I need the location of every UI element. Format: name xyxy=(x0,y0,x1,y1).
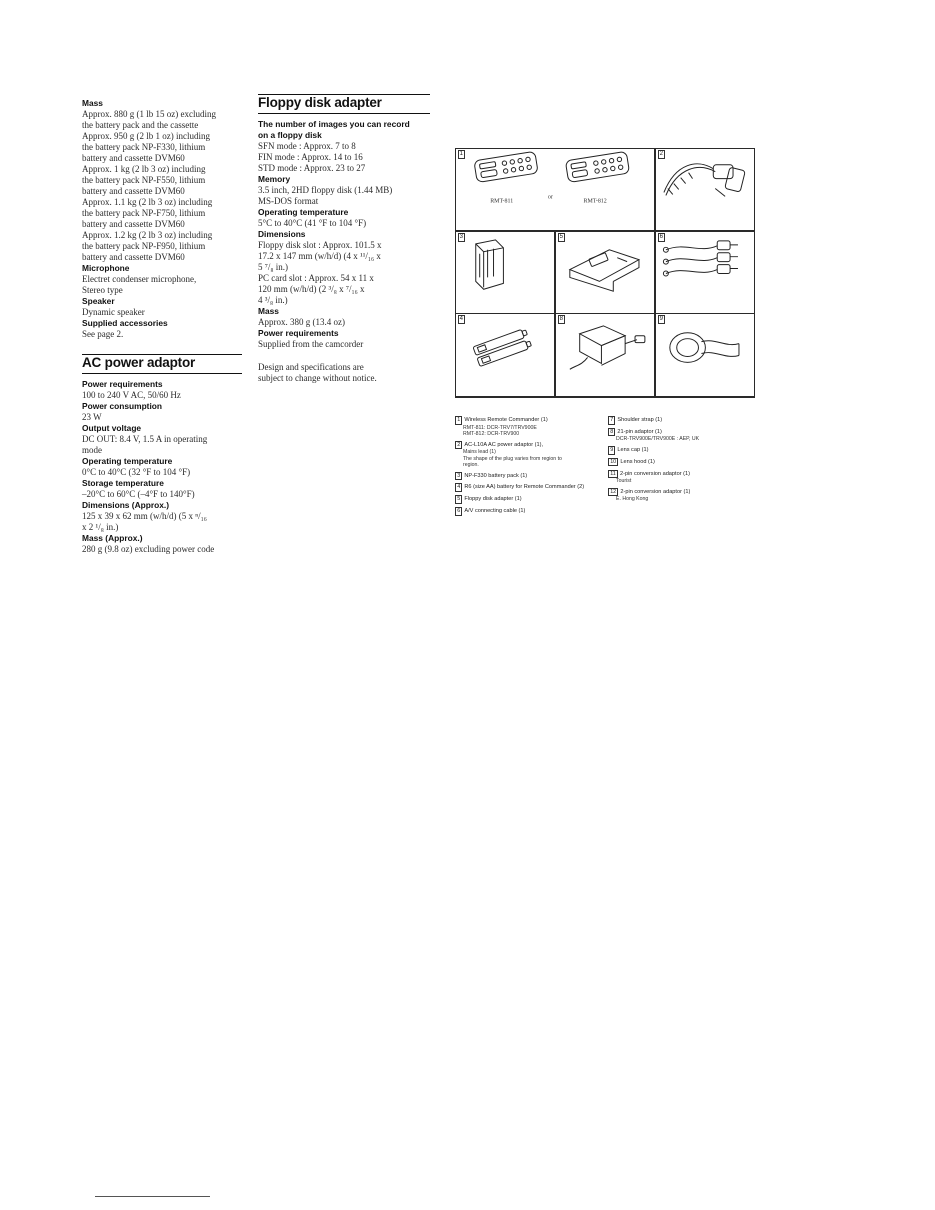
spec-line: the battery pack and the cassette xyxy=(82,120,199,130)
spec-line: SFN mode : Approx. 7 to 8 xyxy=(258,140,356,151)
legend-subtext: Mains lead (1) xyxy=(463,449,496,456)
spec-block-microphone xyxy=(82,263,242,296)
spec-heading: Memory xyxy=(258,173,291,184)
spec-block-mass xyxy=(82,98,242,263)
spec-line: 120 mm (w/h/d) (2 ³/₈ x ⁷/₁₆ x xyxy=(258,283,365,294)
figure-cell-number: 5 xyxy=(559,233,563,240)
spec-line: Approx. 880 g (1 lb 15 oz) excluding xyxy=(82,109,216,119)
section-title: Floppy disk adapter xyxy=(258,95,382,110)
legend-item xyxy=(455,495,598,504)
spec-block-supplied-accessories xyxy=(82,318,242,340)
spec-line: battery and cassette DVM60 xyxy=(82,186,185,196)
footer-rule xyxy=(95,1196,210,1197)
figure-caption-rmt811: RMT-811 xyxy=(489,198,513,205)
legend-text: Shoulder strap (1) xyxy=(617,417,663,423)
legend-number: 12 xyxy=(608,488,618,497)
av-connecting-cable-icon xyxy=(656,232,755,297)
legend-item xyxy=(455,472,598,481)
spec-line: 100 to 240 V AC, 50/60 Hz xyxy=(82,389,181,400)
spec-block-operating-temperature xyxy=(82,456,242,478)
spec-line: 23 W xyxy=(82,411,102,422)
spec-block-power-consumption xyxy=(82,401,242,423)
legend-subtext: RMT-811: DCR-TRV7/TRV900E xyxy=(463,424,537,431)
spec-heading: Storage temperature xyxy=(82,477,164,488)
spec-line: battery and cassette DVM60 xyxy=(82,153,185,163)
ac-power-adaptor-icon xyxy=(556,314,655,379)
spec-line: 125 x 39 x 62 mm (w/h/d) (5 x ⁿ/₁₆ xyxy=(82,510,207,521)
legend-subtext: region. xyxy=(463,462,479,468)
legend-text: 2-pin conversion adaptor (1) xyxy=(620,488,691,495)
spec-line: Electret condenser microphone, xyxy=(82,274,197,284)
spec-line: Approx. 1.1 kg (2 lb 3 oz) including xyxy=(82,197,213,207)
plug-adaptor-b-icon xyxy=(656,397,755,398)
spec-line: 5 ⁷/₈ in.) xyxy=(258,261,289,272)
figure-cell-lens-cap xyxy=(655,313,756,397)
spec-block-output-voltage xyxy=(82,423,242,456)
spec-line: MS-DOS format xyxy=(258,195,319,206)
figure-cell-number: 6 xyxy=(659,233,663,240)
legend-subtext: DCR-TRV900E/TRV900E : AEP, UK xyxy=(616,436,700,443)
battery-pack-icon xyxy=(456,232,555,297)
legend-number: 11 xyxy=(608,470,618,479)
aa-batteries-icon xyxy=(456,314,555,379)
spec-line: FIN mode : Approx. 14 to 16 xyxy=(258,151,363,162)
legend-item xyxy=(608,458,751,467)
design-notice xyxy=(258,362,430,384)
legend-number: 4 xyxy=(455,483,462,492)
spec-line: mode xyxy=(82,444,102,455)
spec-line: 280 g (9.8 oz) excluding power code xyxy=(82,543,215,554)
spec-line: x 2 ¹/₈ in.) xyxy=(82,521,119,532)
figure-cell-battery-pack xyxy=(455,231,556,315)
spec-line: –20°C to 60°C (–4°F to 140°F) xyxy=(82,488,195,499)
accessories-legend xyxy=(455,416,755,519)
section-header-ac-power-adaptor xyxy=(82,354,242,374)
spec-line: Approx. 380 g (13.4 oz) xyxy=(258,316,345,327)
figure-cell-number: 3 xyxy=(459,233,463,240)
legend-subtext: The shape of the plug varies from region to xyxy=(463,455,562,462)
legend-text: Wireless Remote Commander (1) xyxy=(464,417,548,423)
legend-text: A/V connecting cable (1) xyxy=(464,507,526,514)
figure-cell-shoulder-strap xyxy=(655,148,756,232)
spec-line: Approx. 950 g (2 lb 1 oz) including xyxy=(82,131,210,141)
spec-line: battery and cassette DVM60 xyxy=(82,252,185,262)
figure-cell-number: 1 xyxy=(459,150,463,157)
legend-text: 2-pin conversion adaptor (1) xyxy=(619,470,690,477)
legend-number: 7 xyxy=(608,416,615,425)
legend-item xyxy=(608,446,751,455)
spec-block-fda-operating-temperature xyxy=(258,207,430,229)
notice-line: subject to change without notice. xyxy=(258,372,377,383)
legend-text: Lens cap (1) xyxy=(617,446,649,453)
section-title: AC power adaptor xyxy=(82,355,196,370)
spec-line: 0°C to 40°C (32 °F to 104 °F) xyxy=(82,466,191,477)
legend-text: Lens hood (1) xyxy=(620,458,655,465)
figure-cell-plug-adaptor-a xyxy=(555,396,656,398)
legend-subtext: E. Hong Kong xyxy=(616,496,649,503)
figure-caption-or: or xyxy=(547,194,553,201)
figure-cell-number: 8 xyxy=(559,316,563,323)
legend-text: NP-F330 battery pack (1) xyxy=(464,472,528,479)
figure-cell-number: 2 xyxy=(659,150,663,157)
figure-cell-plug-adaptor-b xyxy=(655,396,756,398)
legend-text: AC-L10A AC power adaptor (1), xyxy=(464,441,544,448)
spec-line: battery and cassette DVM60 xyxy=(82,219,185,229)
spec-block-images-per-disk xyxy=(258,119,430,174)
spec-line: Approx. 1 kg (2 lb 3 oz) including xyxy=(82,164,206,174)
legend-item xyxy=(608,470,751,485)
spec-line: the battery pack NP-F750, lithium xyxy=(82,208,206,218)
spec-line: See page 2. xyxy=(82,329,124,339)
remote-commanders-icon xyxy=(456,149,655,215)
spec-block-mass-approx xyxy=(82,533,242,555)
legend-item xyxy=(608,428,751,443)
legend-number: 9 xyxy=(608,446,615,455)
spec-block-power-requirements xyxy=(82,379,242,401)
figure-caption-rmt812: RMT-812 xyxy=(583,198,607,205)
spec-line: 5°C to 40°C (41 °F to 104 °F) xyxy=(258,217,367,228)
spec-block-fda-dimensions xyxy=(258,229,430,306)
right-text-column xyxy=(258,94,430,384)
spec-heading: Dimensions (Approx.) xyxy=(82,499,170,510)
spec-heading: Dimensions xyxy=(258,228,306,239)
lens-cap-icon xyxy=(656,314,755,379)
accessories-figure xyxy=(455,148,755,398)
spec-heading: Supplied accessories xyxy=(82,318,168,328)
notice-line: Design and specifications are xyxy=(258,361,364,372)
spec-line: Supplied from the camcorder xyxy=(258,338,364,349)
spec-line: 4 ³/₈ in.) xyxy=(258,294,288,305)
figure-cell-ac-adaptor xyxy=(555,313,656,397)
spec-heading: Mass xyxy=(82,98,103,108)
shoulder-strap-icon xyxy=(656,149,755,214)
spec-line: 17.2 x 147 mm (w/h/d) (4 x ¹¹/₁₆ x xyxy=(258,250,381,261)
spec-heading: Power requirements xyxy=(82,378,163,389)
spec-line: the battery pack NP-F330, lithium xyxy=(82,142,206,152)
legend-text: 21-pin adaptor (1) xyxy=(617,428,662,435)
spec-heading: Microphone xyxy=(82,263,130,273)
spec-line: Stereo type xyxy=(82,285,123,295)
figure-cell-number: 4 xyxy=(459,316,463,323)
spec-line: Dynamic speaker xyxy=(82,307,145,317)
legend-item xyxy=(455,507,598,516)
floppy-disk-adapter-icon xyxy=(556,232,655,297)
spec-block-fda-mass xyxy=(258,306,430,328)
spec-heading: Mass xyxy=(258,305,279,316)
legend-subtext: Tourist xyxy=(616,478,632,485)
spec-heading: Speaker xyxy=(82,296,115,306)
legend-number: 1 xyxy=(455,416,462,425)
figure-cell-lens-hood xyxy=(455,396,556,398)
spec-block-speaker xyxy=(82,296,242,318)
spec-heading: Operating temperature xyxy=(82,455,173,466)
spec-block-memory xyxy=(258,174,430,207)
figure-cell-number: 9 xyxy=(659,316,663,323)
spec-block-dimensions xyxy=(82,500,242,533)
spec-heading: The number of images you can record on a floppy disk xyxy=(258,118,410,140)
spec-heading: Operating temperature xyxy=(258,206,349,217)
section-header-floppy-disk-adapter xyxy=(258,94,430,114)
spec-line: PC card slot : Approx. 54 x 11 x xyxy=(258,272,374,283)
spec-heading: Output voltage xyxy=(82,422,142,433)
legend-subtext: RMT-812: DCR-TRV900 xyxy=(463,431,520,437)
lens-hood-icon xyxy=(456,397,555,398)
spec-line: the battery pack NP-F550, lithium xyxy=(82,175,206,185)
spec-line: DC OUT: 8.4 V, 1.5 A in operating xyxy=(82,433,208,444)
legend-number: 2 xyxy=(455,441,462,450)
legend-number: 6 xyxy=(455,507,462,516)
legend-text: Floppy disk adapter (1) xyxy=(464,496,522,503)
spec-heading: Power consumption xyxy=(82,400,163,411)
legend-item xyxy=(455,483,598,492)
left-text-column xyxy=(82,98,242,555)
figure-cell-aa-batteries xyxy=(455,313,556,397)
legend-column-right xyxy=(608,416,751,519)
spec-heading: Mass (Approx.) xyxy=(82,532,143,543)
spec-line: Floppy disk slot : Approx. 101.5 x xyxy=(258,239,382,250)
spec-line: STD mode : Approx. 23 to 27 xyxy=(258,162,366,173)
figure-cell-floppy-disk-adapter xyxy=(555,231,656,315)
spec-heading: Power requirements xyxy=(258,327,339,338)
spec-block-storage-temperature xyxy=(82,478,242,500)
spec-line: Approx. 1.2 kg (2 lb 3 oz) including xyxy=(82,230,213,240)
spec-line: the battery pack NP-F950, lithium xyxy=(82,241,206,251)
spec-line: 3.5 inch, 2HD floppy disk (1.44 MB) xyxy=(258,184,393,195)
legend-text: R6 (size AA) battery for Remote Commander (2) xyxy=(464,484,585,491)
figure-cell-remote-commanders xyxy=(455,148,656,232)
legend-number: 8 xyxy=(608,428,615,437)
plug-adaptor-a-icon xyxy=(556,397,655,398)
legend-column-left xyxy=(455,416,598,519)
legend-item xyxy=(608,416,751,425)
legend-number: 3 xyxy=(455,472,462,481)
spec-block-fda-power-requirements xyxy=(258,328,430,350)
figure-cell-av-cable xyxy=(655,231,756,315)
legend-number: 10 xyxy=(608,458,618,467)
legend-number: 5 xyxy=(455,495,462,504)
legend-item xyxy=(455,416,598,437)
legend-item xyxy=(608,488,751,503)
legend-item xyxy=(455,441,598,469)
